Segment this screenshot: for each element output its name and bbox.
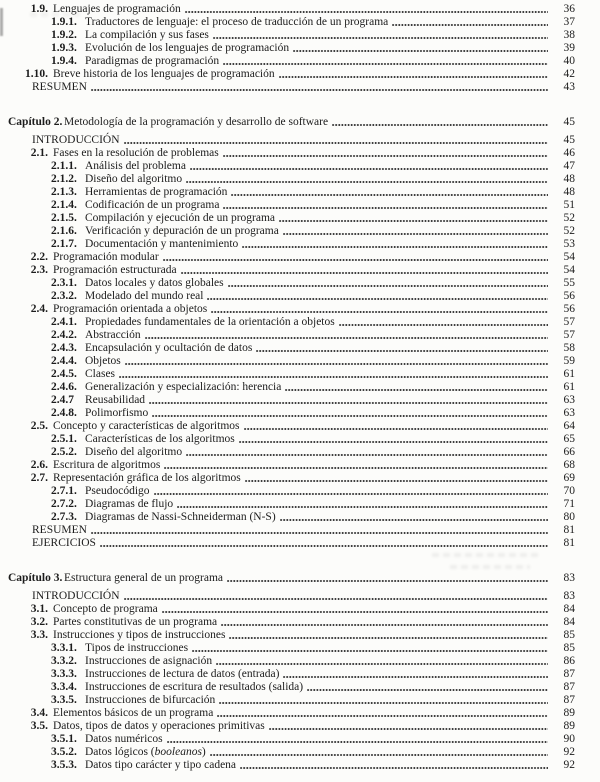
toc-entry-number: 3.5.3. [51, 759, 77, 771]
toc-entry-number: 2.7.2. [51, 498, 77, 510]
toc-entry-page: 52 [563, 225, 575, 237]
toc-entry-label: RESUMEN [32, 524, 87, 536]
toc-entry [0, 42, 575, 55]
dot-leader [223, 62, 548, 66]
toc-entry-number: 2.1. [30, 147, 48, 159]
toc-entry-label: Objetos [85, 355, 121, 367]
toc-entry-page: 83 [563, 572, 575, 584]
toc-entry-label: Datos locales y datos globales [85, 277, 224, 289]
toc-entry-page: 61 [563, 368, 575, 380]
dot-leader [186, 453, 548, 457]
toc-entry [0, 459, 575, 472]
toc-entry-page: 36 [563, 3, 575, 15]
toc-list [0, 3, 575, 772]
dot-leader [223, 206, 548, 210]
toc-entry-number: 2.3.1. [51, 277, 77, 289]
toc-entry-label: Instrucciones de lectura de datos (entrada) [85, 668, 280, 680]
toc-entry [0, 498, 575, 511]
toc-entry [0, 472, 575, 485]
toc-entry-label: Traductores de lenguaje: el proceso de traducción de un programa [85, 16, 389, 28]
dot-leader [332, 123, 548, 127]
toc-entry-label: Concepto y características de algoritmos [53, 420, 240, 432]
dot-leader [190, 167, 548, 171]
dot-leader [256, 349, 548, 353]
toc-entry-page: 85 [563, 642, 575, 654]
dot-leader [185, 10, 548, 14]
toc-entry-page: 37 [563, 16, 575, 28]
dot-leader [181, 271, 548, 275]
toc-entry-number: 1.9.3. [51, 42, 77, 54]
toc-entry-number: 1.9.2. [51, 29, 77, 41]
toc-entry-label: Partes constitutivas de un programa [53, 616, 218, 628]
toc-entry-number: 2.4. [30, 303, 48, 315]
toc-entry-number: 2.1.1. [51, 160, 77, 172]
toc-entry [0, 264, 575, 277]
toc-entry-number: 2.5.1. [51, 433, 77, 445]
toc-entry [0, 720, 575, 733]
toc-entry-page: 42 [563, 68, 575, 80]
toc-entry-number: Capítulo 3. [8, 572, 63, 584]
toc-entry-label: Paradigmas de programación [85, 55, 220, 67]
toc-entry-label: Pseudocódigo [85, 485, 150, 497]
toc-entry-number: 2.4.6. [51, 381, 77, 393]
toc-entry-label: Concepto de programa [53, 603, 158, 615]
toc-entry-page: 46 [563, 147, 575, 159]
toc-entry-page: 90 [563, 733, 575, 745]
toc-entry-label: Polimorfismo [85, 407, 149, 419]
toc-entry [0, 134, 575, 147]
toc-entry [0, 342, 575, 355]
toc-entry [0, 329, 575, 342]
toc-entry-page: 43 [563, 81, 575, 93]
toc-entry-page: 70 [563, 485, 575, 497]
toc-entry-page: 45 [563, 116, 575, 128]
toc-entry-number: 3.3. [30, 629, 48, 641]
toc-entry-page: 38 [563, 29, 575, 41]
toc-entry-label: Instrucciones de escritura de resultados (salida) [85, 681, 304, 693]
dot-leader [244, 427, 549, 431]
toc-entry-label: Programación estructurada [53, 264, 177, 276]
toc-entry-label: Representación gráfica de los algoritmos [53, 472, 241, 484]
toc-entry [0, 368, 575, 381]
dot-leader [145, 336, 548, 340]
toc-entry-number: 3.3.4. [51, 681, 77, 693]
dot-leader [392, 23, 548, 27]
toc-entry [0, 655, 575, 668]
toc-entry-page: 92 [563, 759, 575, 771]
toc-entry-page: 87 [563, 681, 575, 693]
toc-entry-number: 2.4.4. [51, 355, 77, 367]
toc-entry-page: 61 [563, 381, 575, 393]
toc-entry-label: Programación modular [53, 251, 159, 263]
toc-entry-page: 80 [563, 511, 575, 523]
dot-leader [231, 193, 548, 197]
toc-entry-number: 2.3. [30, 264, 48, 276]
toc-entry-number: 2.1.3. [51, 186, 77, 198]
toc-entry [0, 433, 575, 446]
dot-leader [221, 623, 548, 627]
toc-entry [0, 485, 575, 498]
toc-entry-page: 86 [563, 655, 575, 667]
toc-entry-number: Capítulo 2. [8, 116, 63, 128]
toc-entry-label: Datos lógicos (booleanos) [85, 746, 206, 758]
toc-entry-label: Análisis del problema [85, 160, 186, 172]
dot-leader [280, 518, 548, 522]
toc-entry [0, 668, 575, 681]
toc-entry [0, 251, 575, 264]
toc-entry [0, 16, 575, 29]
toc-entry [0, 537, 575, 550]
toc-entry [0, 759, 575, 772]
toc-entry-label: Codificación de un programa [85, 199, 220, 211]
toc-entry-page: 40 [563, 55, 575, 67]
dot-leader [242, 245, 548, 249]
dot-leader [152, 414, 548, 418]
toc-entry-number: 3.3.5. [51, 694, 77, 706]
toc-entry-page: 92 [563, 746, 575, 758]
toc-entry-number: 1.10. [25, 68, 48, 80]
toc-entry-number: 3.3.1. [51, 642, 77, 654]
toc-entry-page: 56 [563, 303, 575, 315]
toc-entry-label: INTRODUCCIÓN [32, 590, 120, 602]
toc-entry-page: 48 [563, 173, 575, 185]
toc-entry-number: 3.3.2. [51, 655, 77, 667]
toc-entry [0, 225, 575, 238]
toc-entry-number: 3.1. [30, 603, 48, 615]
toc-entry-label: Diagramas de flujo [85, 498, 174, 510]
toc-entry-page: 45 [563, 134, 575, 146]
dot-leader [283, 232, 548, 236]
toc-entry-page: 81 [563, 524, 575, 536]
dot-leader [210, 753, 548, 757]
dot-leader [245, 479, 548, 483]
toc-entry-label: Instrucciones de bifurcación [85, 694, 216, 706]
toc-entry-number: 2.1.7. [51, 238, 77, 250]
toc-entry-label: Breve historia de los lenguajes de programación [53, 68, 275, 80]
toc-entry-label: Propiedades fundamentales de la orientación a objetos [85, 316, 335, 328]
toc-entry-label: Diseño del algoritmo [85, 173, 183, 185]
toc-entry [0, 381, 575, 394]
toc-entry-number: 2.4.7 [51, 394, 74, 406]
toc-entry-label: Documentación y mantenimiento [85, 238, 239, 250]
dot-leader [216, 662, 548, 666]
toc-entry-number: 2.2. [30, 251, 48, 263]
toc-entry [0, 290, 575, 303]
toc-entry-label: Datos tipo carácter y tipo cadena [85, 759, 237, 771]
toc-entry-page: 84 [563, 616, 575, 628]
dot-leader [217, 714, 548, 718]
toc-entry [0, 29, 575, 42]
toc-entry-page: 54 [563, 264, 575, 276]
dot-leader [91, 88, 548, 92]
toc-entry-label: Diseño del algoritmo [85, 446, 183, 458]
toc-entry-label: Evolución de los lenguajes de programación [85, 42, 290, 54]
toc-entry-label: Herramientas de programación [85, 186, 228, 198]
dot-leader [240, 766, 548, 770]
toc-entry [0, 733, 575, 746]
dot-leader [228, 284, 548, 288]
toc-entry-number: 2.6. [30, 459, 48, 471]
toc-entry-page: 87 [563, 694, 575, 706]
toc-entry [0, 147, 575, 160]
dot-leader [186, 180, 548, 184]
toc-entry-number: 2.7.3. [51, 511, 77, 523]
toc-entry-page: 55 [563, 277, 575, 289]
toc-entry-number: 2.4.2. [51, 329, 77, 341]
dot-leader [269, 727, 548, 731]
dot-leader [154, 492, 548, 496]
toc-entry-label: Elementos básicos de un programa [53, 707, 214, 719]
toc-entry-page: 89 [563, 720, 575, 732]
toc-entry-page: 87 [563, 668, 575, 680]
toc-entry-label: Instrucciones de asignación [85, 655, 213, 667]
toc-entry-label: Estructura general de un programa [64, 572, 224, 584]
dot-leader [279, 219, 548, 223]
toc-entry-number: 2.4.5. [51, 368, 77, 380]
toc-entry [0, 446, 575, 459]
toc-entry [0, 572, 575, 585]
dot-leader [192, 649, 548, 653]
toc-entry [0, 394, 575, 407]
dot-leader [339, 323, 548, 327]
toc-entry-page: 69 [563, 472, 575, 484]
dot-leader [119, 375, 548, 379]
toc-entry [0, 642, 575, 655]
toc-entry-label: Datos numéricos [85, 733, 163, 745]
toc-entry-page: 63 [563, 407, 575, 419]
toc-entry-number: 2.1.2. [51, 173, 77, 185]
toc-entry-number: 2.7. [30, 472, 48, 484]
dot-leader [125, 362, 548, 366]
toc-entry-label: Compilación y ejecución de un programa [85, 212, 276, 224]
toc-entry [0, 694, 575, 707]
toc-entry [0, 524, 575, 537]
toc-entry [0, 303, 575, 316]
dot-leader [219, 701, 548, 705]
toc-entry-page: 56 [563, 290, 575, 302]
toc-entry [0, 681, 575, 694]
toc-entry-number: 3.2. [30, 616, 48, 628]
toc-entry-number: 1.9.1. [51, 16, 77, 28]
toc-entry [0, 186, 575, 199]
dot-leader [163, 258, 548, 262]
toc-entry-number: 1.9.4. [51, 55, 77, 67]
dot-leader [100, 544, 548, 548]
toc-entry [0, 707, 575, 720]
toc-entry-label: Escritura de algoritmos [53, 459, 161, 471]
toc-entry-label: Reusabilidad [85, 394, 146, 406]
toc-entry-page: 66 [563, 446, 575, 458]
toc-entry-page: 64 [563, 420, 575, 432]
toc-entry-label: Diagramas de Nassi-Schneiderman (N-S) [85, 511, 276, 523]
toc-entry-page: 47 [563, 160, 575, 172]
toc-entry-page: 83 [563, 590, 575, 602]
toc-entry-number: 2.5.2. [51, 446, 77, 458]
toc-entry-number: 2.4.1. [51, 316, 77, 328]
toc-entry-label: Instrucciones y tipos de instrucciones [53, 629, 226, 641]
toc-entry [0, 173, 575, 186]
toc-entry-label: Abstracción [85, 329, 141, 341]
toc-entry-number: 2.3.2. [51, 290, 77, 302]
toc-entry-number: 2.1.5. [51, 212, 77, 224]
toc-entry-number: 3.5. [30, 720, 48, 732]
toc-entry-label: Modelado del mundo real [85, 290, 204, 302]
toc-entry [0, 238, 575, 251]
toc-entry-label: Generalización y especialización: herencia [85, 381, 282, 393]
toc-entry-page: 59 [563, 355, 575, 367]
dot-leader [149, 401, 548, 405]
toc-entry-label: Programación orientada a objetos [53, 303, 208, 315]
toc-entry-page: 57 [563, 316, 575, 328]
dot-leader [162, 610, 548, 614]
dot-leader [239, 440, 548, 444]
toc-entry-number: 2.4.3. [51, 342, 77, 354]
toc-entry [0, 81, 575, 94]
toc-entry-page: 53 [563, 238, 575, 250]
dot-leader [124, 141, 548, 145]
toc-entry-label: Tipos de instrucciones [85, 642, 189, 654]
toc-entry [0, 603, 575, 616]
dot-leader [213, 36, 548, 40]
toc-entry-page: 84 [563, 603, 575, 615]
toc-entry-page: 71 [563, 498, 575, 510]
toc-entry-page: 57 [563, 329, 575, 341]
toc-entry [0, 629, 575, 642]
toc-entry-page: 48 [563, 186, 575, 198]
toc-entry-label: INTRODUCCIÓN [32, 134, 120, 146]
toc-entry-page: 81 [563, 537, 575, 549]
toc-entry-number: 2.1.6. [51, 225, 77, 237]
toc-entry [0, 316, 575, 329]
dot-leader [223, 154, 548, 158]
dot-leader [164, 466, 548, 470]
toc-entry-number: 1.9. [30, 3, 48, 15]
toc-entry-label: Verificación y depuración de un programa [85, 225, 279, 237]
toc-entry-number: 3.5.2. [51, 746, 77, 758]
toc-entry [0, 355, 575, 368]
toc-entry-page: 39 [563, 42, 575, 54]
toc-entry [0, 277, 575, 290]
toc-entry-number: 2.7.1. [51, 485, 77, 497]
toc-entry-number: 2.1.4. [51, 199, 77, 211]
toc-entry-page: 89 [563, 707, 575, 719]
toc-entry-number: 3.3.3. [51, 668, 77, 680]
dot-leader [279, 75, 548, 79]
toc-entry-label: Características de los algoritmos [85, 433, 235, 445]
toc-entry-number: 3.5.1. [51, 733, 77, 745]
toc-entry-page: 51 [563, 199, 575, 211]
toc-entry [0, 511, 575, 524]
toc-entry-label: Lenguajes de programación [53, 3, 181, 15]
toc-entry-label: Clases [85, 368, 116, 380]
dot-leader [167, 740, 548, 744]
toc-entry-label: Encapsulación y ocultación de datos [85, 342, 253, 354]
dot-leader [283, 675, 548, 679]
toc-entry [0, 212, 575, 225]
dot-leader [293, 49, 548, 53]
toc-entry [0, 199, 575, 212]
toc-entry-page: 68 [563, 459, 575, 471]
toc-entry [0, 420, 575, 433]
toc-entry-page: 65 [563, 433, 575, 445]
toc-entry [0, 407, 575, 420]
dot-leader [177, 505, 548, 509]
toc-entry-number: 2.4.8. [51, 407, 77, 419]
dot-leader [285, 388, 548, 392]
toc-entry [0, 616, 575, 629]
toc-entry-page: 85 [563, 629, 575, 641]
toc-entry [0, 68, 575, 81]
dot-leader [307, 688, 548, 692]
dot-leader [124, 597, 548, 601]
dot-leader [211, 310, 548, 314]
toc-entry-number: 3.4. [30, 707, 48, 719]
toc-entry-number: 2.5. [30, 420, 48, 432]
toc-entry [0, 746, 575, 759]
toc-entry-label: EJERCICIOS [32, 537, 96, 549]
toc-entry [0, 160, 575, 173]
dot-leader [91, 531, 548, 535]
toc-entry-label: RESUMEN [32, 81, 87, 93]
dot-leader [229, 636, 548, 640]
toc-entry-page: 52 [563, 212, 575, 224]
dot-leader [207, 297, 548, 301]
dot-leader [227, 579, 548, 583]
toc-entry [0, 116, 575, 129]
toc-entry-label: Metodología de la programación y desarrollo de software [64, 116, 329, 128]
toc-entry-page: 54 [563, 251, 575, 263]
toc-entry-label: Datos, tipos de datos y operaciones primitivas [53, 720, 265, 732]
toc-entry-label: Fases en la resolución de problemas [53, 147, 219, 159]
toc-entry [0, 590, 575, 603]
toc-entry-page: 58 [563, 342, 575, 354]
toc-entry [0, 3, 575, 16]
toc-entry [0, 55, 575, 68]
toc-entry-label: La compilación y sus fases [85, 29, 209, 41]
toc-entry-page: 63 [563, 394, 575, 406]
